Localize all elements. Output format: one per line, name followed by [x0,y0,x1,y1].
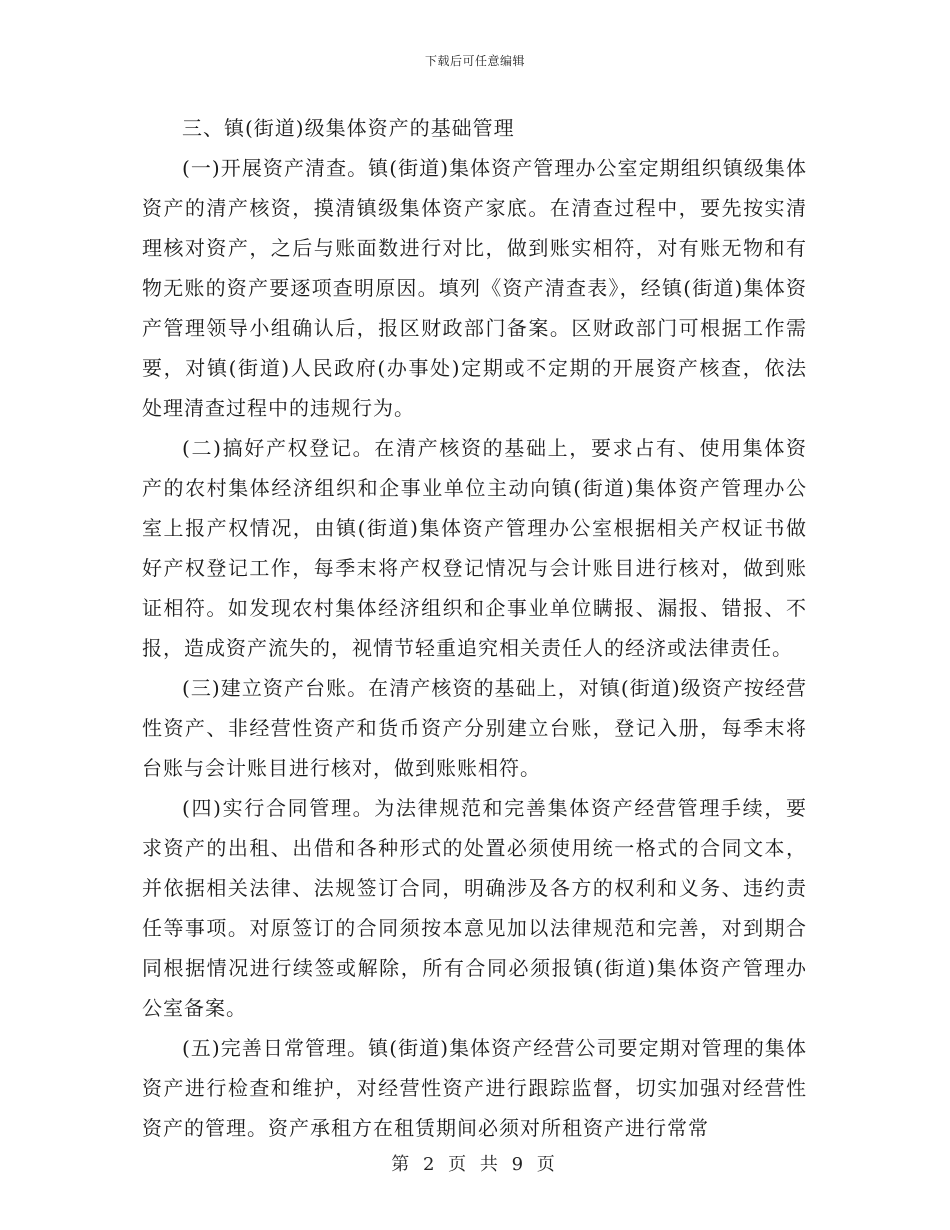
paragraph-4: (四)实行合同管理。为法律规范和完善集体资产经营管理手续，要求资产的出租、出借和各种形式的处置必须使用统一格式的合同文本，并依据相关法律、法规签订合同，明确涉及各方的权利和义务、违约责任等事项。对原签订的合同须按本意见加以法律规范和完善，对到期合同根据情况进行续签或解除，所有合同必须报镇(街道)集体资产管理办公室备案。 [142,796,807,1020]
document-body [142,108,807,1148]
section-heading: 三、镇(街道)级集体资产的基础管理 [182,116,515,140]
paragraph-3: (三)建立资产台账。在清产核资的基础上，对镇(街道)级资产按经营性资产、非经营性资产和货币资产分别建立台账，登记入册，每季末将台账与会计账目进行核对，做到账账相符。 [142,676,807,780]
header-note: 下载后可任意编辑 [424,54,525,68]
paragraph-2: (二)搞好产权登记。在清产核资的基础上，要求占有、使用集体资产的农村集体经济组织和企事业单位主动向镇(街道)集体资产管理办公室上报产权情况，由镇(街道)集体资产管理办公室根据相关产权证书做好产权登记工作，每季末将产权登记情况与会计账目进行核对，做到账证相符。如发现农村集体经济组织和企事业单位瞒报、漏报、错报、不报，造成资产流失的，视情节轻重追究相关责任人的经济或法律责任。 [142,436,807,660]
page-number-footer: 第 2 页 共 9 页 [391,1154,559,1175]
paragraph-1: (一)开展资产清查。镇(街道)集体资产管理办公室定期组织镇级集体资产的清产核资，摸清镇级集体资产家底。在清查过程中，要先按实清理核对资产，之后与账面数进行对比，做到账实相符，对有账无物和有物无账的资产要逐项查明原因。填列《资产清查表》，经镇(街道)集体资产管理领导小组确认后，报区财政部门备案。区财政部门可根据工作需要，对镇(街道)人民政府(办事处)定期或不定期的开展资产核查，依法处理清查过程中的违规行为。 [142,156,807,420]
paragraph-5: (五)完善日常管理。镇(街道)集体资产经营公司要定期对管理的集体资产进行检查和维护，对经营性资产进行跟踪监督，切实加强对经营性资产的管理。资产承租方在租赁期间必须对所租资产进行常常 [142,1036,807,1140]
